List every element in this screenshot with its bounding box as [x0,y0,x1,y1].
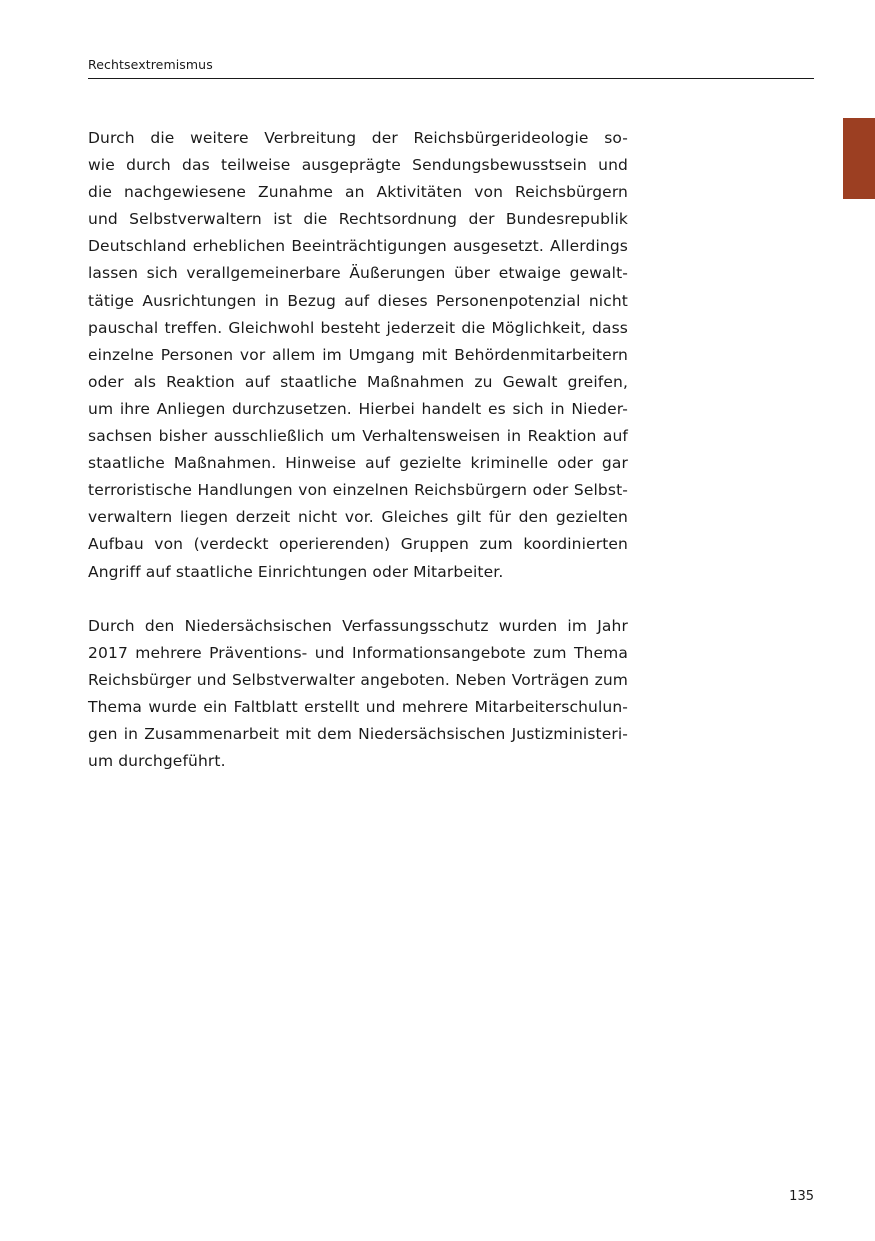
text-line: Thema wurde ein Faltblatt erstellt und mehrere Mitarbeiterschulun- [88,697,628,716]
text-line: gen in Zusammenarbeit mit dem Niedersächsischen Justizministeri- [88,724,628,743]
text-line: 2017 mehrere Präventions- und Informationsangebote zum Thema [88,643,628,662]
text-line: sachsen bisher ausschließlich um Verhaltensweisen in Reaktion auf [88,427,628,446]
header-divider [88,78,814,79]
text-line: Aufbau von (verdeckt operierenden) Gruppen zum koordinierten [88,535,628,554]
text-line: verwaltern liegen derzeit nicht vor. Gleiches gilt für den gezielten [88,508,628,527]
text-line: Deutschland erheblichen Beeinträchtigungen ausgesetzt. Allerdings [88,237,628,256]
text-line: Angriff auf staatliche Einrichtungen oder Mitarbeiter. [88,562,504,581]
text-line: oder als Reaktion auf staatliche Maßnahmen zu Gewalt greifen, [88,372,628,391]
text-line: um ihre Anliegen durchzusetzen. Hierbei handelt es sich in Nieder- [88,399,628,418]
text-line: lassen sich verallgemeinerbare Äußerungen über etwaige gewalt- [88,264,628,283]
paragraph-1 [88,125,628,586]
text-line: pauschal treffen. Gleichwohl besteht jederzeit die Möglichkeit, dass [88,318,628,337]
text-line: um durchgeführt. [88,752,226,771]
text-line: Durch den Niedersächsischen Verfassungsschutz wurden im Jahr [88,616,628,635]
text-line: wie durch das teilweise ausgeprägte Sendungsbewusstsein und [88,156,628,175]
paragraph-2 [88,613,628,776]
text-line: staatliche Maßnahmen. Hinweise auf gezielte kriminelle oder gar [88,454,628,473]
page-number: 135 [789,1189,814,1204]
text-line: einzelne Personen vor allem im Umgang mit Behördenmitarbeitern [88,345,628,364]
text-line: tätige Ausrichtungen in Bezug auf dieses Personenpotenzial nicht [88,291,628,310]
text-line: terroristische Handlungen von einzelnen Reichsbürgern oder Selbst- [88,481,628,500]
text-line: Reichsbürger und Selbstverwalter angeboten. Neben Vorträgen zum [88,670,628,689]
body-text [88,125,628,775]
text-line: und Selbstverwaltern ist die Rechtsordnung der Bundesrepublik [88,210,628,229]
text-line: Durch die weitere Verbreitung der Reichsbürgerideologie so- [88,129,628,147]
text-line: die nachgewiesene Zunahme an Aktivitäten von Reichsbürgern [88,183,628,202]
paragraph-spacer [88,586,628,613]
running-header: Rechtsextremismus [88,57,213,72]
section-tab-marker [843,118,875,199]
